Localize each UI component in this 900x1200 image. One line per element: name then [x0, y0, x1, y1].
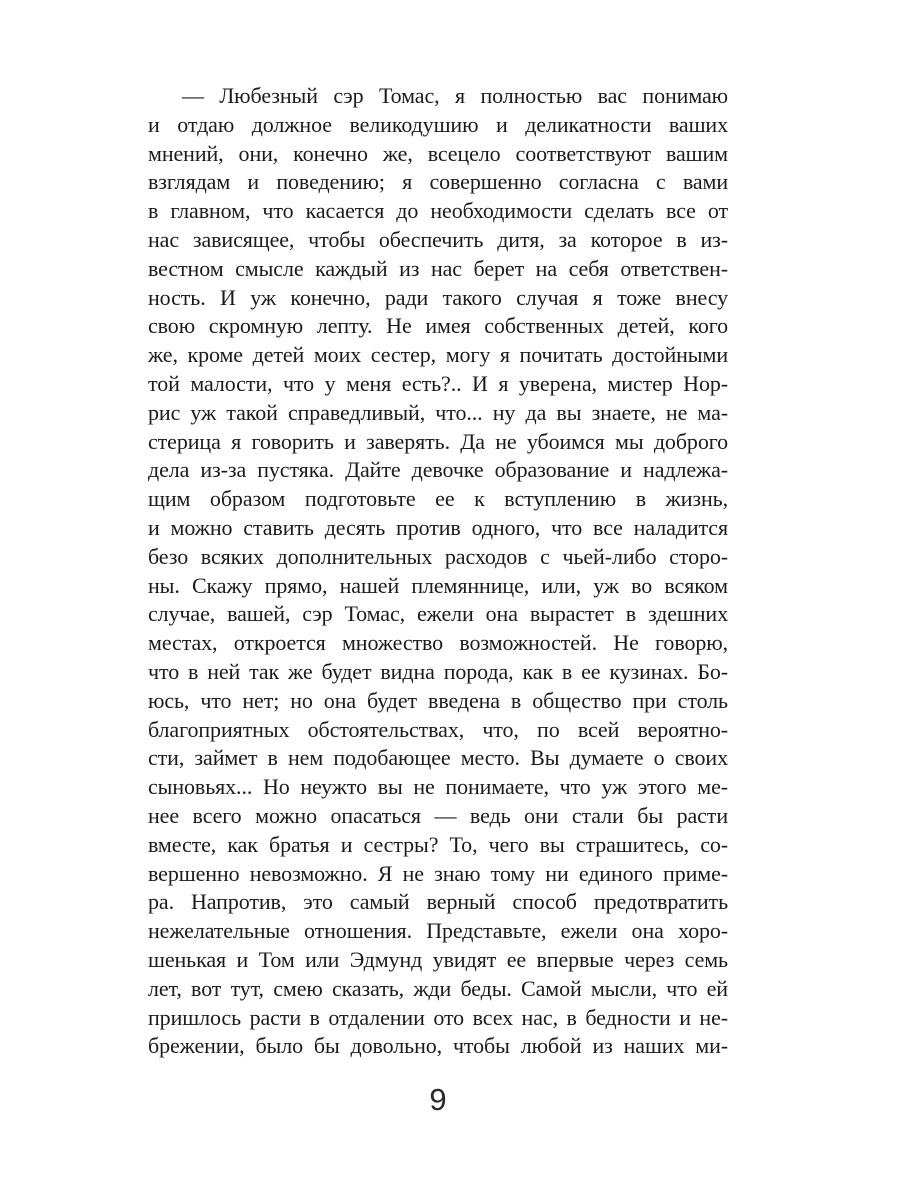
paragraph-line: свою скромную лепту. Не имея собственных детей, кого — [148, 313, 728, 339]
paragraph-line: безо всяких дополнительных расходов с чьей-либо сторо- — [148, 543, 728, 569]
paragraph-line: нас зависящее, чтобы обеспечить дитя, за которое в из- — [148, 226, 728, 252]
paragraph-line: ны. Скажу прямо, нашей племяннице, или, уж во всяком — [148, 572, 728, 598]
paragraph-line: вместе, как братья и сестры? То, чего вы страшитесь, со- — [148, 831, 728, 857]
paragraph-line: ность. И уж конечно, ради такого случая я тоже внесу — [148, 284, 728, 310]
paragraph-line: и отдаю должное великодушию и деликатности ваших — [148, 111, 728, 137]
paragraph-line: случае, вашей, сэр Томас, ежели она вырастет в здешних — [148, 601, 728, 627]
paragraph-line: нее всего можно опасаться — ведь они стали бы расти — [148, 802, 728, 828]
paragraph-line: и можно ставить десять против одного, что все наладится — [148, 514, 728, 540]
paragraph-line: ра. Напротив, это самый верный способ предотвратить — [148, 889, 728, 915]
paragraph-line: стерица я говорить и заверять. Да не убоимся мы доброго — [148, 428, 728, 454]
paragraph-line: шенькая и Том или Эдмунд увидят ее впервые через семь — [148, 946, 728, 972]
paragraph-line: же, кроме детей моих сестер, могу я почитать достойными — [148, 342, 728, 368]
paragraph-line: дела из-за пустяка. Дайте девочке образование и надлежа- — [148, 457, 728, 483]
paragraph-line: что в ней так же будет видна порода, как в ее кузинах. Бо- — [148, 658, 728, 684]
paragraph-line: сти, займет в нем подобающее место. Вы думаете о своих — [148, 745, 728, 771]
paragraph-line: лет, вот тут, смею сказать, жди беды. Самой мысли, что ей — [148, 975, 728, 1001]
paragraph-line: рис уж такой справедливый, что... ну да вы знаете, не ма- — [148, 399, 728, 425]
paragraph-line: мнений, они, конечно же, всецело соответствуют вашим — [148, 140, 728, 166]
paragraph-line: взглядам и поведению; я совершенно согласна с вами — [148, 169, 728, 195]
paragraph-line: той малости, что у меня есть?.. И я уверена, мистер Нор- — [148, 370, 728, 396]
paragraph-line: щим образом подготовьте ее к вступлению в жизнь, — [148, 486, 728, 512]
paragraph-line: нежелательные отношения. Представьте, ежели она хоро- — [148, 918, 728, 944]
paragraph-line: юсь, что нет; но она будет введена в общество при столь — [148, 687, 728, 713]
paragraph-line: благоприятных обстоятельствах, что, по всей вероятно- — [148, 716, 728, 742]
page-number: 9 — [429, 1082, 447, 1117]
paragraph-line: пришлось расти в отдалении ото всех нас, в бедности и не- — [148, 1004, 728, 1030]
paragraph-line: брежении, было бы довольно, чтобы любой из наших ми- — [148, 1033, 728, 1059]
paragraph-line: местах, откроется множество возможностей. Не говорю, — [148, 630, 728, 656]
paragraph-line: вестном смысле каждый из нас берет на себя ответствен- — [148, 255, 728, 281]
paragraph-line: в главном, что касается до необходимости сделать все от — [148, 198, 728, 224]
paragraph-text-block — [148, 82, 728, 1061]
paragraph-line: — Любезный сэр Томас, я полностью вас понимаю — [182, 83, 728, 108]
paragraph-line: сыновьях... Но неужто вы не понимаете, что уж этого ме- — [148, 774, 728, 800]
paragraph-line: вершенно невозможно. Я не знаю тому ни единого приме- — [148, 860, 728, 886]
